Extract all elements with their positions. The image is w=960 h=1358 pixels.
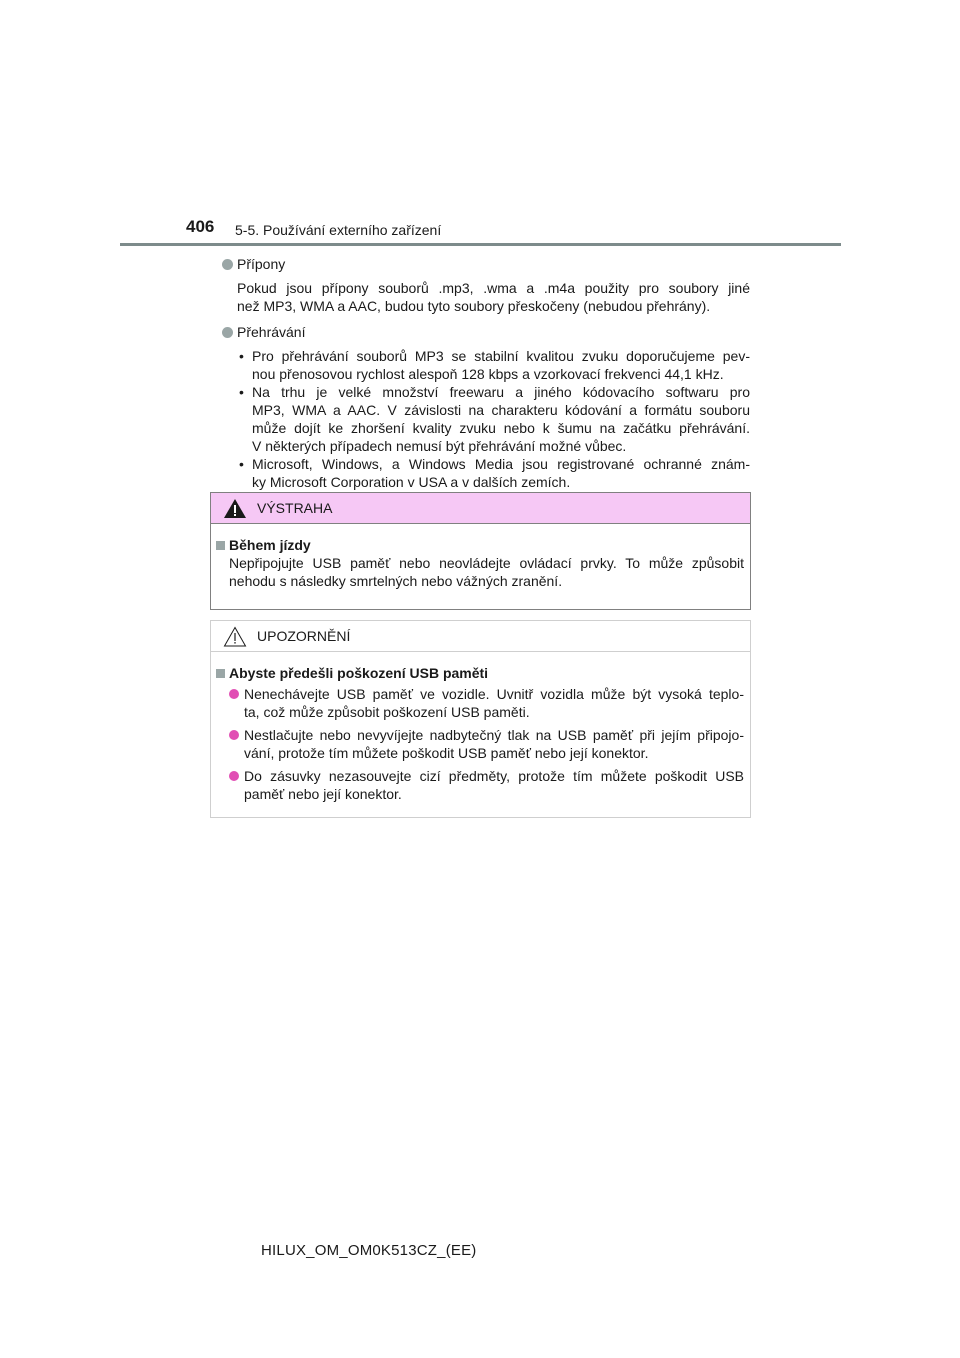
text-line: nehodu s následky smrtelných nebo vážných zranění. (229, 573, 563, 589)
bullet-dot-icon (222, 327, 233, 338)
text-line: paměť nebo její konektor. (244, 786, 402, 802)
bullet-dot-icon (222, 259, 233, 270)
text-line: MP3, WMA a AAC. V závislosti na charakteru kódování a formátu souboru (252, 402, 750, 418)
document-code: HILUX_OM_OM0K513CZ_(EE) (261, 1242, 477, 1259)
text-line: ky Microsoft Corporation v USA a v dalších zemích. (252, 474, 571, 490)
text-line: Nestlačujte nebo nevyvíjejte nadbytečný tlak na USB paměť při jejím připojo- (244, 727, 744, 743)
square-bullet-icon (216, 541, 225, 550)
text-line: Microsoft, Windows, a Windows Media jsou registrované ochranné znám- (252, 456, 750, 472)
text-line: může dojít ke zhoršení kvality zvuku nebo k šumu na začátku přehrávání. (252, 420, 750, 436)
section-title: 5-5. Používání externího zařízení (235, 222, 442, 238)
caution-box (210, 620, 751, 818)
caution-label: UPOZORNĚNÍ (257, 628, 351, 644)
text-line: Nenechávejte USB paměť ve vozidle. Uvnitř vozidla může být vysoká teplo- (244, 686, 744, 702)
text-line: V některých případech nemusí být přehrávání možné vůbec. (252, 438, 627, 454)
caution-title (216, 664, 744, 682)
warning-triangle-icon (223, 498, 249, 519)
list-item: • Pro přehrávání souborů MP3 se stabilní kvalitou zvuku doporučujeme pev- nou přenosovou rychlost alespoň 128 kbps a vzorkovací frekvenci 44,1 kHz. (239, 348, 750, 382)
text-line: vání, protože tím můžete poškodit USB paměť nebo její konektor. (244, 745, 649, 761)
pink-bullet-icon (229, 730, 239, 740)
caution-item (216, 767, 744, 803)
list-item: • Na trhu je velké množství freewaru a jiného kódovacího softwaru pro MP3, WMA a AAC. V závislosti na charakteru kódování a formátu souboru může dojít ke zhoršení kvality zvuku nebo k šumu na začátku přehrávání. V některých případech nemusí být přehrávání možné vůbec. (239, 384, 750, 454)
text-line: než MP3, WMA a AAC, budou tyto soubory přeskočeny (nebudou přehrány). (237, 298, 711, 314)
warning-title (216, 536, 744, 554)
main-content (222, 255, 750, 491)
text-line: nou přenosovou rychlost alespoň 128 kbps a vzorkovací frekvenci 44,1 kHz. (252, 366, 724, 382)
text-line: Nepřipojujte USB paměť nebo neovládejte ovládací prvky. To může způsobit (229, 555, 744, 571)
text-line: Pro přehrávání souborů MP3 se stabilní kvalitou zvuku doporučujeme pev- (252, 348, 750, 364)
caution-header (211, 621, 750, 652)
square-bullet-icon (216, 669, 225, 678)
warning-header (211, 493, 750, 524)
caution-item (216, 685, 744, 721)
caution-item (216, 726, 744, 762)
bullet-list (222, 347, 750, 491)
section-heading-label: Přehrávání (237, 324, 306, 340)
text-line: Pokud jsou přípony souborů .mp3, .wma a .m4a použity pro soubory jiné (237, 280, 750, 296)
pink-bullet-icon (229, 689, 239, 699)
caution-title-label: Abyste předešli poškození USB paměti (229, 665, 489, 681)
page-number: 406 (186, 217, 215, 236)
section-heading (222, 255, 750, 273)
caution-triangle-icon (223, 626, 249, 647)
paragraph (237, 279, 750, 315)
list-item: • Microsoft, Windows, a Windows Media jsou registrované ochranné znám- ky Microsoft Corporation v USA a v dalších zemích. (239, 456, 750, 490)
text-line: ta, což může způsobit poškození USB paměti. (244, 704, 530, 720)
text-line: Na trhu je velké množství freewaru a jiného kódovacího softwaru pro (252, 384, 750, 400)
warning-text (229, 554, 744, 590)
header-rule (120, 243, 841, 246)
warning-label: VÝSTRAHA (257, 500, 333, 516)
section-heading-label: Přípony (237, 256, 286, 272)
warning-box (210, 492, 751, 610)
text-line: Do zásuvky nezasouvejte cizí předměty, protože tím můžete poškodit USB (244, 768, 744, 784)
section-heading (222, 323, 750, 341)
warning-title-label: Během jízdy (229, 537, 311, 553)
pink-bullet-icon (229, 771, 239, 781)
